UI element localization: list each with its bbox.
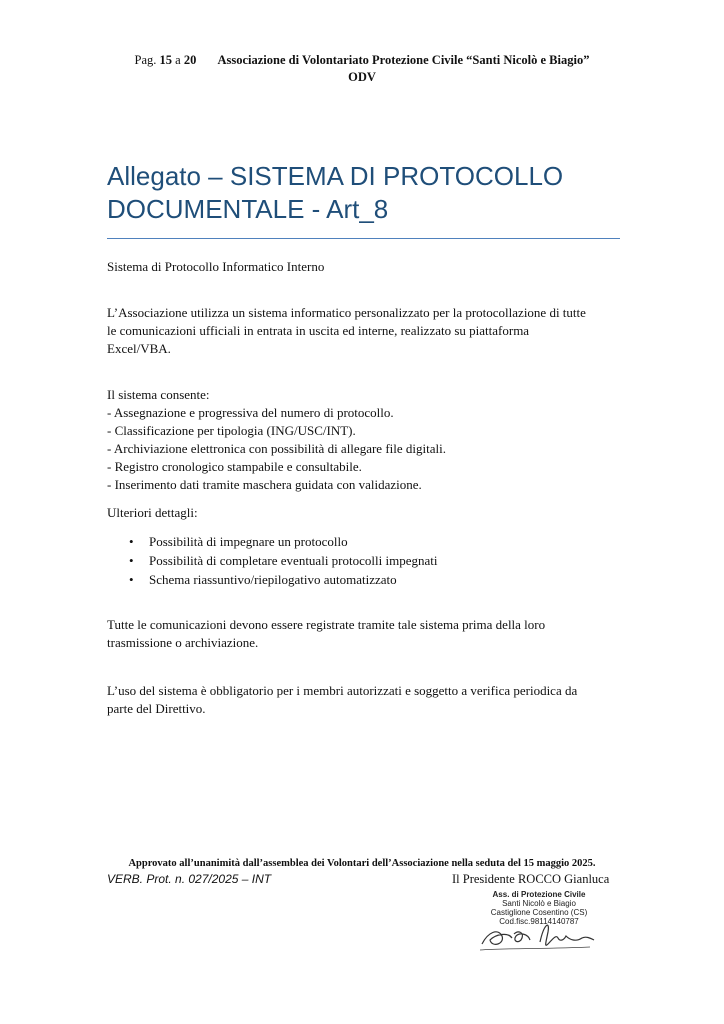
details-bullet-list <box>107 532 622 589</box>
text-line: Tutte le comunicazioni devono essere registrate tramite tale sistema prima della loro <box>107 617 546 632</box>
text-line: Il sistema consente: <box>107 387 210 402</box>
text-line: - Assegnazione e progressiva del numero di protocollo. <box>107 405 394 420</box>
page-header <box>0 52 724 86</box>
paragraph-intro: Sistema di Protocollo Informatico Interno <box>107 259 325 274</box>
document-title <box>107 160 627 226</box>
paragraph-registration <box>107 616 622 652</box>
text-line: L’uso del sistema è obbligatorio per i membri autorizzati e soggetto a verifica periodica da <box>107 683 578 698</box>
text-line: - Classificazione per tipologia (ING/USC/INT). <box>107 423 356 438</box>
page-separator: a <box>175 53 181 67</box>
page-current: 15 <box>159 53 173 67</box>
text-line: - Archiviazione elettronica con possibilità di allegare file digitali. <box>107 441 446 456</box>
list-item: • Schema riassuntivo/riepilogativo automatizzato <box>129 572 397 587</box>
page-label: Pag. <box>134 53 157 67</box>
title-line-2: DOCUMENTALE - Art_8 <box>107 194 389 224</box>
list-item: • Possibilità di completare eventuali protocolli impegnati <box>129 553 438 568</box>
title-divider <box>107 238 620 239</box>
text-line: - Registro cronologico stampabile e consultabile. <box>107 459 362 474</box>
stamp-line: Cod.fisc.98114140787 <box>499 917 579 926</box>
text-line: - Inserimento dati tramite maschera guidata con validazione. <box>107 477 422 492</box>
list-item: • Possibilità di impegnare un protocollo <box>129 534 348 549</box>
paragraph-features <box>107 386 622 494</box>
protocol-reference: VERB. Prot. n. 027/2025 – INT <box>107 872 272 886</box>
bullet-icon: • <box>129 572 134 587</box>
president-name: Il Presidente ROCCO Gianluca <box>452 872 610 886</box>
text-line: le comunicazioni ufficiali in entrata in uscita ed interne, realizzato su piattaforma <box>107 323 530 338</box>
paragraph-description <box>107 304 622 358</box>
stamp-line: Santi Nicolò e Biagio <box>502 899 576 908</box>
text-line: L’Associazione utilizza un sistema informatico personalizzato per la protocollazione di tutte <box>107 305 586 320</box>
approval-note: Approvato all’unanimità dall’assemblea dei Volontari dell’Associazione nella seduta del 15 maggio 2025. <box>128 858 596 869</box>
paragraph-usage <box>107 682 622 718</box>
text-line: trasmissione o archiviazione. <box>107 635 259 650</box>
bullet-icon: • <box>129 553 134 568</box>
organization-name: Associazione di Volontariato Protezione Civile “Santi Nicolò e Biagio” <box>217 53 590 67</box>
text-line: parte del Direttivo. <box>107 701 206 716</box>
title-line-1: Allegato – SISTEMA DI PROTOCOLLO <box>107 161 564 191</box>
bullet-icon: • <box>129 534 134 549</box>
stamp-line: Castiglione Cosentino (CS) <box>490 908 588 917</box>
organization-suffix: ODV <box>348 70 376 84</box>
page-total: 20 <box>183 53 197 67</box>
signature-icon <box>478 914 598 954</box>
stamp-line: Ass. di Protezione Civile <box>492 890 586 899</box>
paragraph-details-heading: Ulteriori dettagli: <box>107 505 198 520</box>
text-line: Excel/VBA. <box>107 341 171 356</box>
